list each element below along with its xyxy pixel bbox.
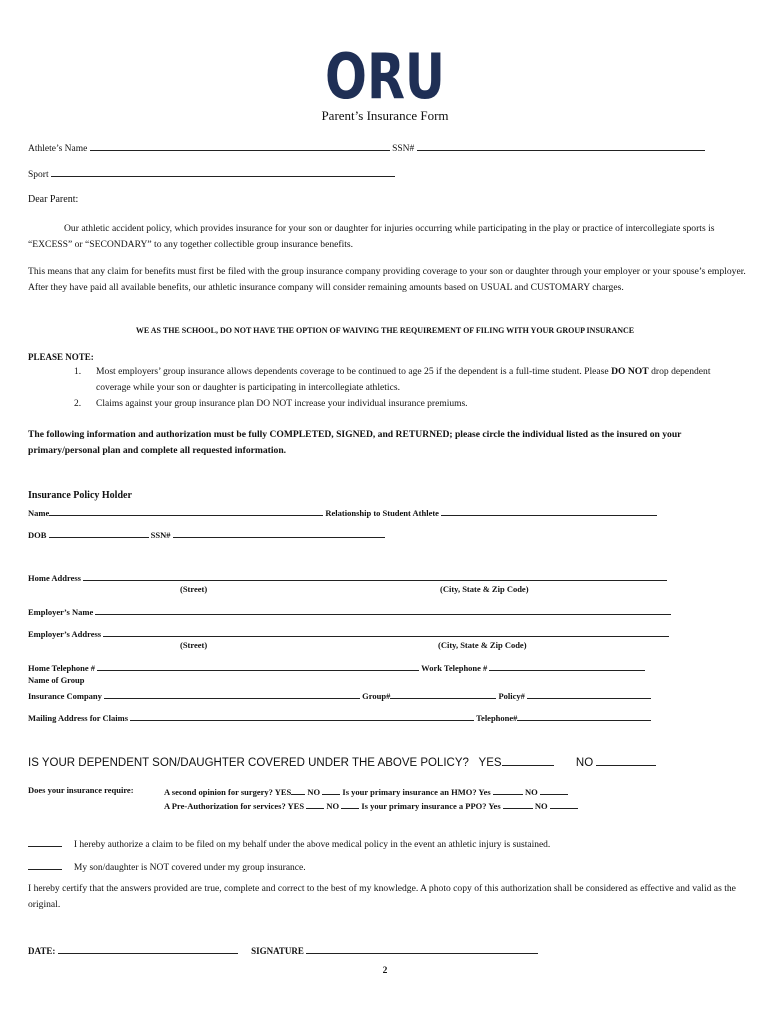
employer-address-row — [28, 627, 669, 639]
ppo-no-label: NO — [534, 801, 548, 811]
group-row — [28, 689, 651, 701]
second-opinion-yes-label: A second opinion for surgery? YES — [164, 787, 292, 797]
policy-holder-heading: Insurance Policy Holder — [28, 490, 132, 501]
relationship-field[interactable] — [441, 506, 657, 516]
require-row-1 — [164, 785, 568, 797]
employer-name-row — [28, 605, 671, 617]
holder-name-label: Name — [28, 508, 50, 518]
require-label: Does your insurance require: — [28, 785, 134, 795]
work-phone-field[interactable] — [489, 661, 645, 671]
second-opinion-no-field[interactable] — [322, 785, 340, 795]
authorize-row — [28, 837, 550, 850]
signature-label: SIGNATURE — [251, 946, 304, 956]
require-row-2 — [164, 799, 578, 811]
not-covered-row — [28, 860, 306, 873]
home-address-row — [28, 571, 667, 583]
note-1-text: Most employers’ group insurance allows dependents coverage to be continued to age 25 if the dependent is a full-time student. Please — [96, 366, 609, 377]
note-1 — [96, 364, 736, 396]
employer-name-field[interactable] — [95, 605, 671, 615]
group-name-label-1: Name of Group — [28, 675, 85, 685]
sport-label: Sport — [28, 170, 49, 180]
second-opinion-yes-field[interactable] — [291, 785, 305, 795]
holder-name-row — [28, 506, 657, 518]
instruction-paragraph: The following information and authorization must be fully COMPLETED, SIGNED, and RETURNED; please circle the individual listed as the insured on your primary/personal plan and complete all requested information. — [28, 429, 682, 456]
ppo-yes-label: Is your primary insurance a PPO? Yes — [361, 801, 501, 811]
dob-row — [28, 528, 385, 540]
covered-question-row — [28, 754, 656, 769]
covered-no-field[interactable] — [596, 754, 656, 766]
employer-street-caption: (Street) — [180, 640, 208, 650]
work-phone-label: Work Telephone # — [421, 663, 488, 673]
home-phone-field[interactable] — [97, 661, 419, 671]
covered-no-label: NO — [575, 757, 594, 769]
home-street-caption: (Street) — [180, 584, 208, 594]
employer-address-label: Employer’s Address — [28, 629, 102, 639]
hmo-yes-label: Is your primary insurance an HMO? Yes — [342, 787, 491, 797]
hmo-no-field[interactable] — [540, 785, 568, 795]
athlete-name-label: Athlete’s Name — [28, 144, 88, 154]
school-notice: WE AS THE SCHOOL, DO NOT HAVE THE OPTION OF WAIVING THE REQUIREMENT OF FILING WITH YOUR GROUP INSURANCE — [135, 326, 635, 335]
home-phone-label: Home Telephone # — [28, 663, 96, 673]
employer-address-field[interactable] — [103, 627, 669, 637]
covered-question: IS YOUR DEPENDENT SON/DAUGHTER COVERED UNDER THE ABOVE POLICY? — [28, 757, 469, 769]
holder-ssn-field[interactable] — [173, 528, 385, 538]
athlete-ssn-label: SSN# — [392, 144, 415, 154]
hmo-yes-field[interactable] — [493, 785, 523, 795]
dob-field[interactable] — [49, 528, 149, 538]
athlete-ssn-field[interactable] — [417, 141, 705, 151]
mailing-address-label: Mailing Address for Claims — [28, 713, 129, 723]
date-field[interactable] — [58, 944, 238, 954]
authorize-initial-field[interactable] — [28, 837, 62, 847]
claims-telephone-label: Telephone# — [476, 713, 518, 723]
pre-auth-yes-label: A Pre-Authorization for services? YES — [164, 801, 305, 811]
insurance-company-field[interactable] — [104, 689, 360, 699]
dob-label: DOB — [28, 530, 47, 540]
sport-field[interactable] — [51, 167, 395, 177]
pre-auth-no-label: NO — [326, 801, 340, 811]
second-opinion-no-label: NO — [307, 787, 321, 797]
claims-telephone-field[interactable] — [517, 711, 651, 721]
ppo-no-field[interactable] — [550, 799, 578, 809]
mailing-row — [28, 711, 651, 723]
covered-yes-field[interactable] — [502, 754, 554, 766]
holder-name-field[interactable] — [49, 506, 323, 516]
policy-number-label: Policy# — [498, 691, 525, 701]
page-title: Parent’s Insurance Form — [321, 108, 449, 123]
home-city-caption: (City, State & Zip Code) — [440, 584, 529, 594]
group-number-field[interactable] — [390, 689, 496, 699]
oru-logo — [320, 40, 450, 108]
home-address-label: Home Address — [28, 573, 81, 583]
note-1-bold: DO NOT — [611, 366, 649, 377]
not-covered-initial-field[interactable] — [28, 860, 62, 870]
page-number: 2 — [382, 966, 388, 976]
please-note-heading: PLEASE NOTE: — [28, 352, 94, 362]
home-address-field[interactable] — [83, 571, 667, 581]
note-1-rest: drop dependent coverage while your son or daughter is participating in intercollegiate athletics. — [96, 366, 711, 393]
note-1-number: 1. — [74, 367, 82, 377]
policy-paragraph: Our athletic accident policy, which provides insurance for your son or daughter for injuries occurring while participating in the play or practice of intercollegiate sports is “EXCESS” or “SECONDARY” to any together collectible group insurance benefits. — [28, 223, 715, 250]
holder-ssn-label: SSN# — [150, 530, 171, 540]
ppo-yes-field[interactable] — [503, 799, 533, 809]
telephone-row — [28, 661, 645, 673]
greeting: Dear Parent: — [28, 194, 79, 205]
relationship-label: Relationship to Student Athlete — [325, 508, 439, 518]
date-label: DATE: — [28, 946, 56, 956]
group-number-label: Group# — [362, 691, 391, 701]
pre-auth-no-field[interactable] — [341, 799, 359, 809]
group-name-label-2: Insurance Company — [28, 691, 102, 701]
authorize-text: I hereby authorize a claim to be filed on my behalf under the above medical policy in the event an athletic injury is sustained. — [73, 840, 551, 850]
not-covered-text: My son/daughter is NOT covered under my group insurance. — [73, 863, 306, 873]
pre-auth-yes-field[interactable] — [306, 799, 324, 809]
athlete-name-row — [28, 141, 705, 154]
sport-row — [28, 167, 395, 180]
claims-paragraph: This means that any claim for benefits must first be filed with the group insurance company providing coverage to your son or daughter through your employer or your spouse’s employer. After they have paid all available benefits, our athletic insurance company will consider remaining amounts based on USUAL and CUSTOMARY charges. — [28, 266, 746, 293]
athlete-name-field[interactable] — [90, 141, 390, 151]
svg-text:ORU: ORU — [325, 40, 445, 108]
employer-name-label: Employer’s Name — [28, 607, 94, 617]
mailing-address-field[interactable] — [130, 711, 474, 721]
certify-paragraph: I hereby certify that the answers provided are true, complete and correct to the best of my knowledge. A photo copy of this authorization shall be considered as effective and valid as the original. — [28, 883, 736, 910]
note-2-number: 2. — [74, 399, 82, 409]
signature-field[interactable] — [306, 944, 538, 954]
covered-yes-label: YES — [478, 757, 502, 769]
note-2-text: Claims against your group insurance plan DO NOT increase your individual insurance premiums. — [96, 399, 468, 409]
employer-city-caption: (City, State & Zip Code) — [438, 640, 527, 650]
date-signature-row — [28, 944, 538, 956]
hmo-no-label: NO — [524, 787, 538, 797]
policy-number-field[interactable] — [527, 689, 651, 699]
